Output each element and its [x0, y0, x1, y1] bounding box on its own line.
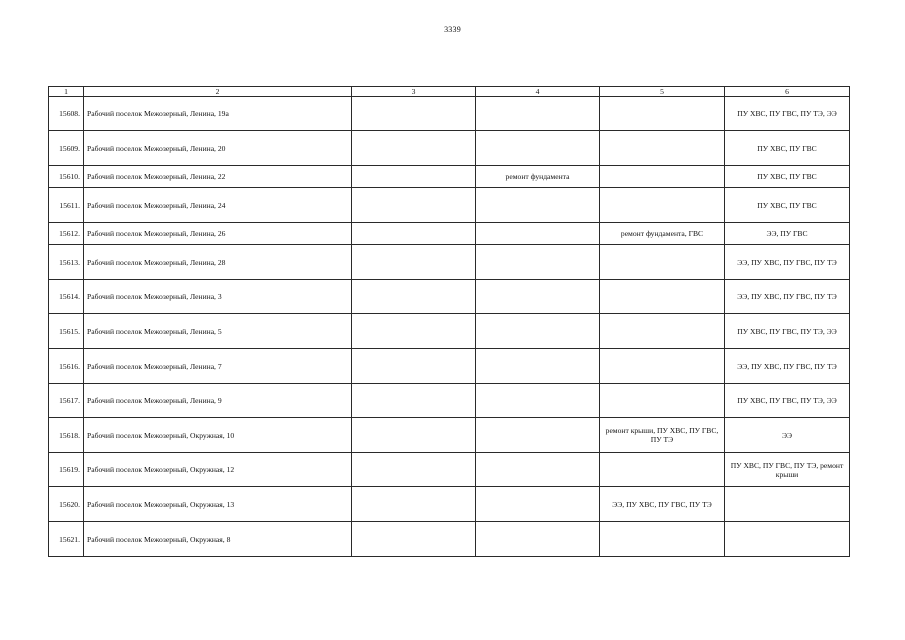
table-row [49, 384, 850, 418]
row-address: Рабочий поселок Межозерный, Окружная, 8 [84, 522, 352, 557]
table-row [49, 166, 850, 188]
row-number: 15620. [49, 487, 84, 522]
row-address: Рабочий поселок Межозерный, Ленина, 9 [84, 384, 352, 418]
column-header-2: 2 [84, 87, 352, 97]
row-col-4 [476, 487, 600, 522]
row-col-6 [725, 487, 850, 522]
row-address: Рабочий поселок Межозерный, Ленина, 26 [84, 223, 352, 245]
row-col-6: ЭЭ, ПУ ГВС [725, 223, 850, 245]
table-row [49, 97, 850, 131]
row-col-6 [725, 522, 850, 557]
table-row [49, 223, 850, 245]
table-row [49, 453, 850, 487]
row-col-6: ПУ ХВС, ПУ ГВС, ПУ ТЭ, ЭЭ [725, 97, 850, 131]
row-col-5 [600, 384, 725, 418]
row-col-4 [476, 188, 600, 223]
table-row [49, 487, 850, 522]
row-number: 15609. [49, 131, 84, 166]
row-col-5 [600, 522, 725, 557]
column-header-6: 6 [725, 87, 850, 97]
row-col-5: ЭЭ, ПУ ХВС, ПУ ГВС, ПУ ТЭ [600, 487, 725, 522]
row-col-5 [600, 314, 725, 349]
row-col-4 [476, 418, 600, 453]
row-address: Рабочий поселок Межозерный, Ленина, 3 [84, 280, 352, 314]
row-address: Рабочий поселок Межозерный, Ленина, 19а [84, 97, 352, 131]
row-address: Рабочий поселок Межозерный, Окружная, 13 [84, 487, 352, 522]
row-address: Рабочий поселок Межозерный, Окружная, 12 [84, 453, 352, 487]
row-col-5 [600, 166, 725, 188]
table-row [49, 314, 850, 349]
row-col-5 [600, 349, 725, 384]
row-col-6: ЭЭ, ПУ ХВС, ПУ ГВС, ПУ ТЭ [725, 280, 850, 314]
row-col-3 [352, 188, 476, 223]
row-number: 15618. [49, 418, 84, 453]
row-col-5 [600, 188, 725, 223]
row-col-5: ремонт крыши, ПУ ХВС, ПУ ГВС, ПУ ТЭ [600, 418, 725, 453]
row-col-4 [476, 223, 600, 245]
row-number: 15615. [49, 314, 84, 349]
row-col-4 [476, 280, 600, 314]
column-header-3: 3 [352, 87, 476, 97]
row-number: 15610. [49, 166, 84, 188]
row-col-3 [352, 245, 476, 280]
row-number: 15612. [49, 223, 84, 245]
row-number: 15621. [49, 522, 84, 557]
row-col-3 [352, 522, 476, 557]
row-col-6: ПУ ХВС, ПУ ГВС [725, 131, 850, 166]
table-row [49, 188, 850, 223]
table-row [49, 245, 850, 280]
row-col-3 [352, 223, 476, 245]
row-col-4: ремонт фундамента [476, 166, 600, 188]
row-col-6: ЭЭ, ПУ ХВС, ПУ ГВС, ПУ ТЭ [725, 349, 850, 384]
register-table [48, 86, 850, 557]
row-col-3 [352, 349, 476, 384]
row-address: Рабочий поселок Межозерный, Окружная, 10 [84, 418, 352, 453]
column-header-5: 5 [600, 87, 725, 97]
row-col-3 [352, 131, 476, 166]
table-row [49, 522, 850, 557]
row-col-3 [352, 487, 476, 522]
row-col-3 [352, 166, 476, 188]
row-col-4 [476, 314, 600, 349]
row-col-5 [600, 453, 725, 487]
row-number: 15617. [49, 384, 84, 418]
header-row [49, 87, 850, 97]
page-number: 3339 [444, 25, 461, 34]
row-col-4 [476, 453, 600, 487]
row-col-4 [476, 131, 600, 166]
table-row [49, 349, 850, 384]
row-col-4 [476, 97, 600, 131]
row-address: Рабочий поселок Межозерный, Ленина, 5 [84, 314, 352, 349]
row-number: 15608. [49, 97, 84, 131]
table-row [49, 280, 850, 314]
row-col-6: ПУ ХВС, ПУ ГВС, ПУ ТЭ, ЭЭ [725, 314, 850, 349]
row-col-5 [600, 131, 725, 166]
row-address: Рабочий поселок Межозерный, Ленина, 28 [84, 245, 352, 280]
row-address: Рабочий поселок Межозерный, Ленина, 7 [84, 349, 352, 384]
row-col-5 [600, 245, 725, 280]
row-col-5: ремонт фундамента, ГВС [600, 223, 725, 245]
row-col-4 [476, 349, 600, 384]
row-col-3 [352, 453, 476, 487]
row-address: Рабочий поселок Межозерный, Ленина, 20 [84, 131, 352, 166]
row-col-6: ПУ ХВС, ПУ ГВС, ПУ ТЭ, ЭЭ [725, 384, 850, 418]
row-number: 15619. [49, 453, 84, 487]
row-col-6: ПУ ХВС, ПУ ГВС [725, 188, 850, 223]
row-col-4 [476, 245, 600, 280]
row-col-5 [600, 280, 725, 314]
row-col-6: ПУ ХВС, ПУ ГВС, ПУ ТЭ, ремонт крыши [725, 453, 850, 487]
row-col-4 [476, 522, 600, 557]
row-col-3 [352, 418, 476, 453]
row-col-3 [352, 97, 476, 131]
row-number: 15616. [49, 349, 84, 384]
row-address: Рабочий поселок Межозерный, Ленина, 22 [84, 166, 352, 188]
row-col-4 [476, 384, 600, 418]
row-col-6: ПУ ХВС, ПУ ГВС [725, 166, 850, 188]
table-row [49, 418, 850, 453]
row-col-5 [600, 97, 725, 131]
row-col-3 [352, 280, 476, 314]
row-number: 15611. [49, 188, 84, 223]
row-col-3 [352, 314, 476, 349]
row-number: 15613. [49, 245, 84, 280]
row-col-6: ЭЭ [725, 418, 850, 453]
row-address: Рабочий поселок Межозерный, Ленина, 24 [84, 188, 352, 223]
column-header-4: 4 [476, 87, 600, 97]
table-row [49, 131, 850, 166]
row-col-3 [352, 384, 476, 418]
row-col-6: ЭЭ, ПУ ХВС, ПУ ГВС, ПУ ТЭ [725, 245, 850, 280]
column-header-1: 1 [49, 87, 84, 97]
row-number: 15614. [49, 280, 84, 314]
